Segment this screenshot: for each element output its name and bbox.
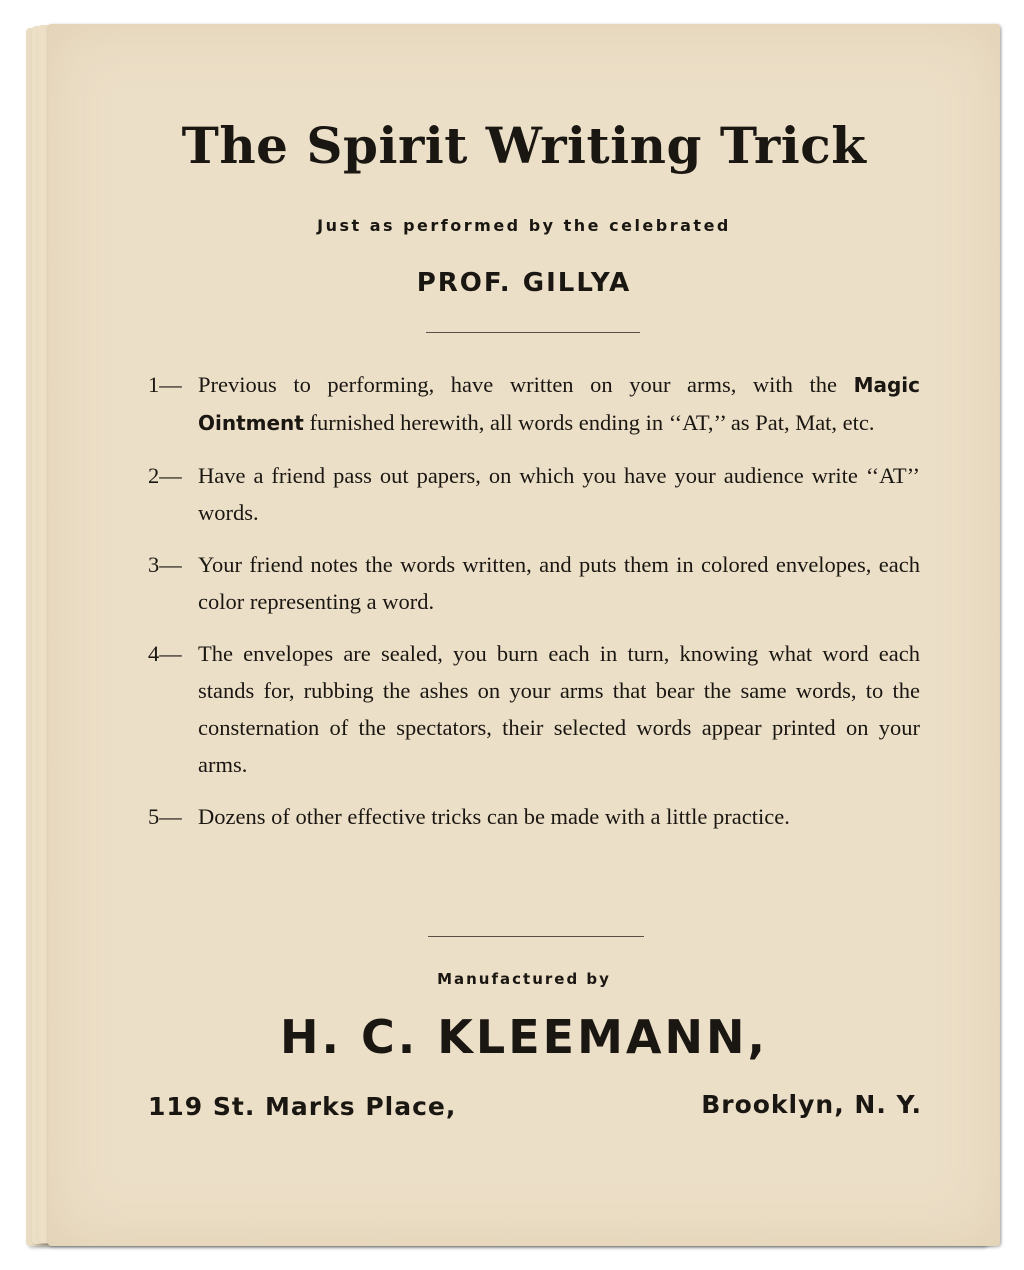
- step-number: 4—: [148, 641, 182, 666]
- manufactured-by-label: Manufactured by: [437, 970, 611, 988]
- step-text: Your friend notes the words written, and puts them in colored envelopes, each color representing a word.: [198, 552, 920, 614]
- list-item: [148, 366, 920, 442]
- divider-top: [426, 332, 640, 333]
- step-text: Have a friend pass out papers, on which you have your audience write ‘‘AT’’ words.: [198, 463, 920, 525]
- list-item: [148, 546, 920, 620]
- list-item: [148, 457, 920, 531]
- manufacturer-name: H. C. KLEEMANN,: [280, 1010, 768, 1064]
- step-number: 2—: [148, 463, 182, 488]
- city-state: Brooklyn, N. Y.: [701, 1090, 922, 1119]
- step-text: Dozens of other effective tricks can be made with a little practice.: [198, 804, 790, 829]
- step-text: [198, 372, 920, 435]
- instruction-list: [148, 366, 920, 850]
- street-address: 119 St. Marks Place,: [148, 1092, 457, 1121]
- step-number: 1—: [148, 372, 182, 397]
- subtitle: Just as performed by the celebrated: [317, 216, 731, 235]
- list-item: [148, 635, 920, 783]
- page-title: The Spirit Writing Trick: [181, 116, 867, 175]
- step-number: 5—: [148, 804, 182, 829]
- step-emphasis: Magic Ointment: [198, 373, 920, 435]
- divider-bottom: [428, 936, 644, 937]
- document-page: [48, 24, 1000, 1246]
- step-number: 3—: [148, 552, 182, 577]
- step-text-part: Previous to performing, have written on your arms, with the: [198, 372, 854, 397]
- performer-name: PROF. GILLYA: [416, 268, 632, 298]
- step-text: The envelopes are sealed, you burn each in turn, knowing what word each stands for, rubbing the ashes on your arms that bear the same words, to the consternation of the spectators, their selected words appear printed on your arms.: [198, 641, 920, 777]
- step-text-part: furnished herewith, all words ending in ‘‘AT,’’ as Pat, Mat, etc.: [303, 410, 875, 435]
- list-item: [148, 798, 920, 835]
